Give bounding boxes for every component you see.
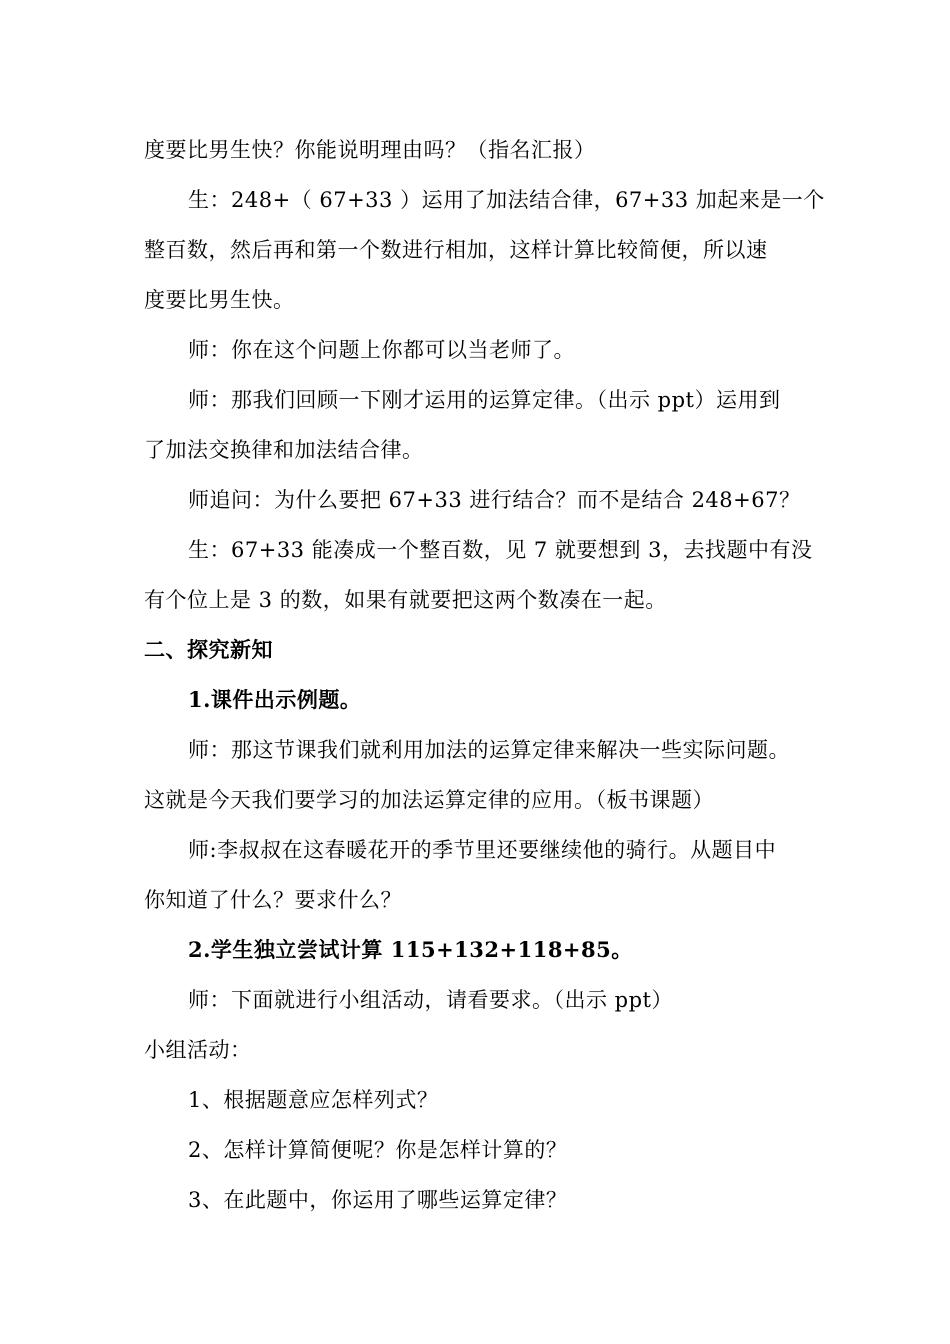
text-line: 师：你在这个问题上你都可以当老师了。	[188, 338, 575, 362]
text-line: 生：67+33 能凑成一个整百数，见 7 就要想到 3，去找题中有没	[188, 538, 813, 562]
text-line: 生：248+（ 67+33 ）运用了加法结合律，67+33 加起来是一个	[188, 188, 825, 212]
subsection-heading: 1.课件出示例题。	[188, 687, 362, 712]
list-item: 1、根据题意应怎样列式？	[188, 1088, 439, 1112]
text-line: 师:李叔叔在这春暖花开的季节里还要继续他的骑行。从题目中	[188, 838, 777, 862]
text-line: 师：那这节课我们就利用加法的运算定律来解决一些实际问题。	[188, 738, 790, 762]
list-item: 3、在此题中，你运用了哪些运算定律？	[188, 1188, 568, 1212]
list-item: 2、怎样计算简便呢？你是怎样计算的？	[188, 1138, 568, 1162]
subsection-heading: 2.学生独立尝试计算 115+132+118+85。	[188, 937, 633, 962]
text-line: 了加法交换律和加法结合律。	[144, 438, 424, 462]
text-line: 度要比男生快。	[144, 288, 295, 312]
text-line: 小组活动：	[144, 1038, 252, 1062]
text-line: 度要比男生快？你能说明理由吗？（指名汇报）	[144, 138, 596, 162]
text-line: 你知道了什么？要求什么？	[144, 888, 402, 912]
text-line: 师：那我们回顾一下刚才运用的运算定律。（出示 ppt）运用到	[188, 388, 781, 412]
text-line: 师追问：为什么要把 67+33 进行结合？而不是结合 248+67？	[188, 488, 801, 512]
text-line: 这就是今天我们要学习的加法运算定律的应用。（板书课题）	[144, 788, 714, 812]
text-line: 师：下面就进行小组活动，请看要求。（出示 ppt）	[188, 988, 673, 1012]
section-heading: 二、探究新知	[144, 637, 273, 662]
text-line: 有个位上是 3 的数，如果有就要把这两个数凑在一起。	[144, 588, 667, 612]
text-line: 整百数，然后再和第一个数进行相加，这样计算比较简便，所以速	[144, 238, 768, 262]
